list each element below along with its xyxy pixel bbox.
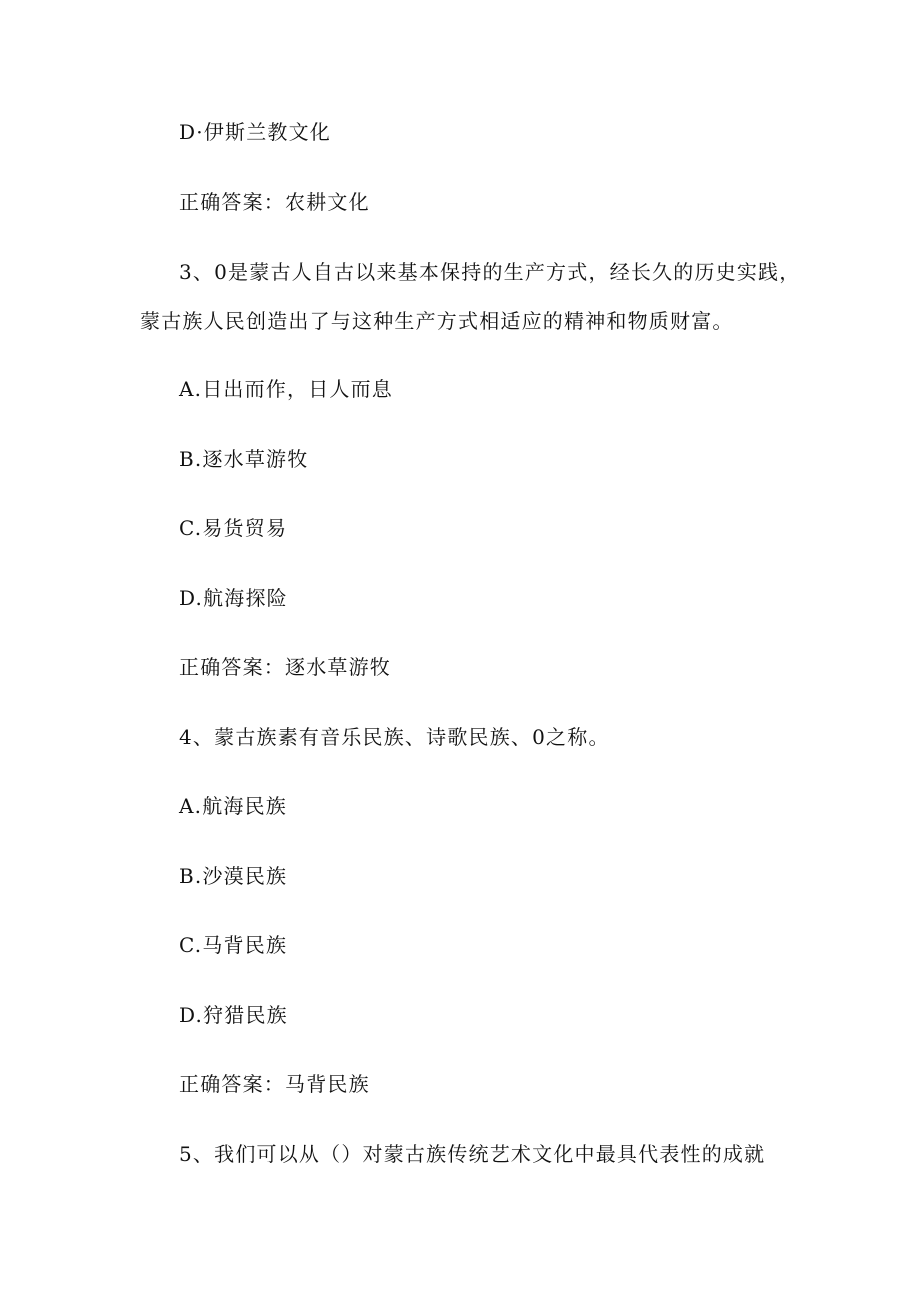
question-3-stem-line-2: 蒙古族人民创造出了与这种生产方式相适应的精神和物质财富。 bbox=[140, 309, 734, 333]
question-4-stem: 4、蒙古族素有音乐民族、诗歌民族、0之称。 bbox=[179, 725, 610, 749]
question-4-option-c: C.马背民族 bbox=[179, 933, 288, 957]
question-4-option-b: B.沙漠民族 bbox=[179, 864, 288, 888]
question-4-answer: 正确答案：马背民族 bbox=[179, 1072, 370, 1096]
question-3-stem-line-1: 3、0是蒙古人自古以来基本保持的生产方式，经长久的历史实践， bbox=[179, 260, 801, 284]
question-3-option-a: A.日出而作，日人而息 bbox=[179, 377, 394, 401]
question-5-stem-line-1: 5、我们可以从（）对蒙古族传统艺术文化中最具代表性的成就 bbox=[179, 1142, 766, 1166]
question-3-answer: 正确答案：逐水草游牧 bbox=[179, 655, 391, 679]
prev-question-option-d: D·伊斯兰教文化 bbox=[179, 120, 331, 144]
question-4-option-a: A.航海民族 bbox=[179, 794, 288, 818]
question-4-option-d: D.狩猎民族 bbox=[179, 1003, 288, 1027]
question-3-option-d: D.航海探险 bbox=[179, 586, 288, 610]
question-3-option-b: B.逐水草游牧 bbox=[179, 447, 309, 471]
question-3-option-c: C.易货贸易 bbox=[179, 516, 288, 540]
prev-question-answer: 正确答案：农耕文化 bbox=[179, 190, 370, 214]
